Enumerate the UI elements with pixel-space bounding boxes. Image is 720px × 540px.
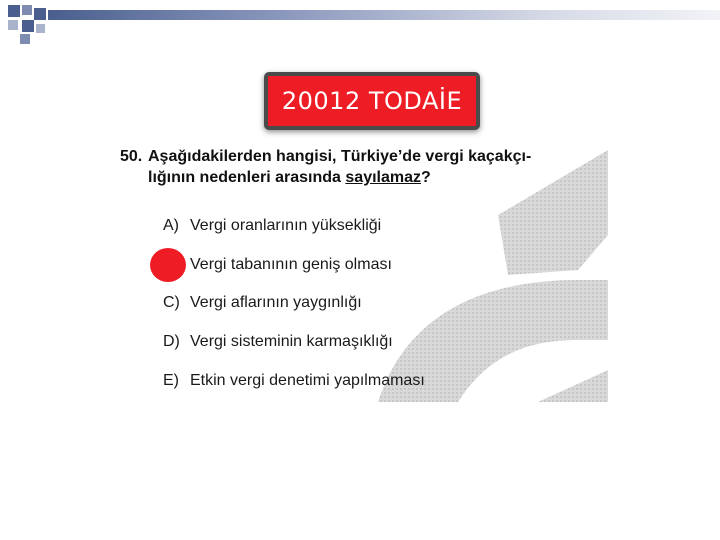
option-letter: D) bbox=[163, 333, 180, 350]
slide-title: 20012 TODAİE bbox=[281, 87, 463, 115]
option-text: Etkin vergi denetimi yapılmaması bbox=[190, 372, 425, 389]
question-text-part: ? bbox=[421, 169, 431, 186]
option-text: Vergi sisteminin karmaşıklığı bbox=[190, 333, 393, 350]
question-number: 50. bbox=[120, 148, 143, 165]
option-a bbox=[163, 217, 381, 235]
question-image bbox=[108, 140, 608, 402]
option-b bbox=[163, 256, 392, 274]
header-gradient-bar bbox=[48, 10, 720, 20]
decor-square bbox=[8, 20, 18, 30]
option-text: Vergi aflarının yaygınlığı bbox=[190, 294, 362, 311]
decor-square bbox=[36, 24, 45, 33]
option-d bbox=[163, 333, 393, 351]
question-text-line1: Aşağıdakilerden hangisi, Türkiye’de vergi kaçakçı- bbox=[148, 148, 532, 165]
option-c bbox=[163, 294, 362, 312]
option-e bbox=[163, 372, 425, 390]
option-text: Vergi oranlarının yüksekliği bbox=[190, 217, 382, 234]
decor-square bbox=[34, 8, 46, 20]
option-text: Vergi tabanının geniş olması bbox=[190, 256, 392, 273]
answer-marker bbox=[150, 248, 186, 282]
option-letter: A) bbox=[163, 217, 179, 234]
decor-square bbox=[22, 20, 34, 32]
question-emphasis: sayılamaz bbox=[345, 169, 421, 186]
option-letter: C) bbox=[163, 294, 180, 311]
watermark-shape bbox=[538, 370, 608, 402]
title-box bbox=[264, 72, 480, 130]
question-text-line2 bbox=[148, 169, 431, 187]
decor-square bbox=[8, 5, 20, 17]
question-text-part: lığının nedenleri arasında bbox=[148, 169, 346, 186]
option-letter: E) bbox=[163, 372, 179, 389]
watermark-shape bbox=[498, 150, 608, 275]
decor-square bbox=[20, 34, 30, 44]
decor-square bbox=[22, 5, 32, 15]
